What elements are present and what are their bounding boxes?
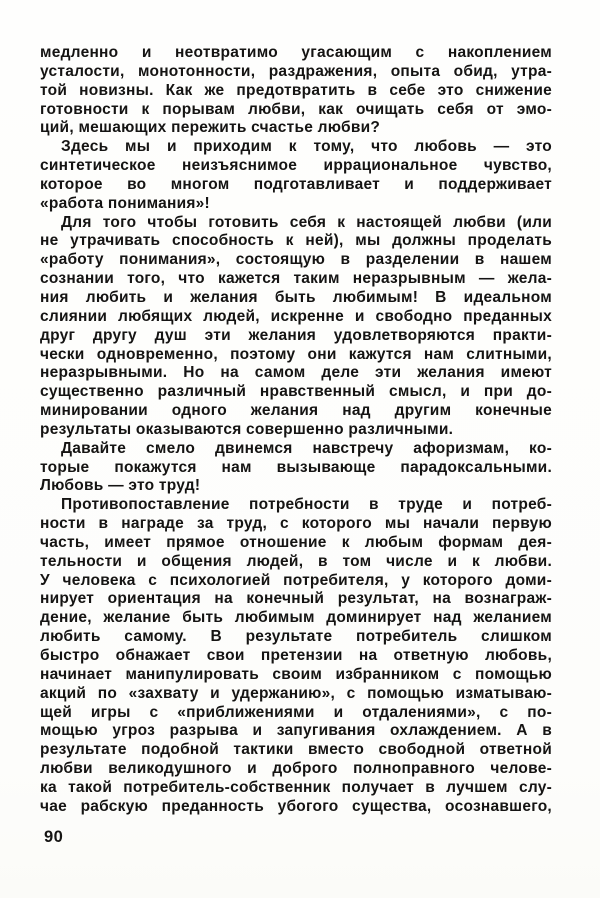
text-line: «работа понимания»!: [40, 194, 210, 212]
text-line: щей игры с «приближениями и отдалениями», с по-: [40, 703, 552, 721]
text-line: тельности и общения людей, в том числе и к любви.: [40, 552, 552, 570]
page-number: 90: [44, 828, 64, 846]
text-line: Давайте смело двинемся навстречу афоризмам, ко-: [61, 439, 552, 457]
text-line: акций по «захвату и удержанию», с помощью изматываю-: [40, 684, 552, 702]
text-line: мощью угроз разрыва и запугивания охлаждением. А в: [40, 722, 552, 740]
text-line: нирует ориентация на конечный результат, на вознаграж-: [40, 590, 552, 608]
page-text: [40, 44, 552, 817]
text-line: усталости, монотонности, раздражения, опыта обид, утра-: [40, 62, 552, 80]
text-line: готовности к порывам любви, как очищать себя от эмо-: [40, 100, 552, 118]
text-line: любить самому. В результате потребитель слишком: [40, 628, 552, 646]
text-line: слиянии любящих людей, искренне и свободно преданных: [40, 307, 552, 325]
text-line: результате подобной тактики вместо свободной ответной: [40, 741, 552, 759]
text-line: начинает манипулировать своим избранником с помощью: [40, 665, 552, 683]
text-line: результаты оказываются совершенно различными.: [40, 420, 454, 438]
text-line: существенно различный нравственный смысл, и при до-: [40, 383, 552, 401]
text-line: сознании того, что кажется таким неразрывным — жела-: [40, 270, 552, 288]
text-line: «работу понимания», состоящую в разделении в нашем: [40, 251, 552, 269]
text-line: ка такой потребитель-собственник получает в лучшем слу-: [40, 778, 552, 796]
text-line: Любовь — это труд!: [40, 477, 201, 495]
text-line: Здесь мы и приходим к тому, что любовь — это: [61, 138, 552, 156]
text-line: чески одновременно, поэтому они кажутся нам слитными,: [40, 345, 552, 363]
text-line: торые покажутся нам вызывающе парадоксальными.: [40, 458, 552, 476]
text-line: друг другу душ эти желания удовлетворяются практи-: [40, 326, 552, 344]
text-line: У человека с психологией потребителя, у которого доми-: [40, 571, 552, 589]
text-line: часть, имеет прямое отношение к любым формам дея-: [40, 533, 552, 551]
text-line: не утрачивать способность к ней), мы должны проделать: [40, 232, 552, 250]
text-line: синтетическое неизъяснимое иррациональное чувство,: [40, 157, 552, 175]
text-line: быстро обнажает свои претензии на ответную любовь,: [40, 647, 552, 664]
text-line: медленно и неотвратимо угасающим с накоплением: [40, 44, 552, 61]
text-line: ности в награде за труд, с которого мы начали первую: [40, 515, 552, 533]
text-line: дение, желание быть любимым доминирует над желанием: [40, 609, 552, 627]
text-line: любви великодушного и доброго полноправного челове-: [40, 760, 552, 778]
text-line: Противопоставление потребности в труде и потреб-: [61, 496, 552, 514]
text-line: той новизны. Как же предотвратить в себе это снижение: [40, 81, 552, 99]
text-line: неразрывными. Но на самом деле эти желания имеют: [40, 364, 552, 382]
text-line: чае рабскую преданность убогого существа, осознавшего,: [40, 797, 552, 815]
text-line: ций, мешающих пережить счастье любви?: [40, 119, 381, 137]
text-line: минировании одного желания над другим конечные: [40, 402, 552, 420]
text-line: Для того чтобы готовить себя к настоящей любви (или: [61, 213, 552, 231]
text-line: которое во многом подготавливает и поддерживает: [40, 175, 552, 193]
text-line: ния любить и желания быть любимым! В идеальном: [40, 288, 552, 306]
